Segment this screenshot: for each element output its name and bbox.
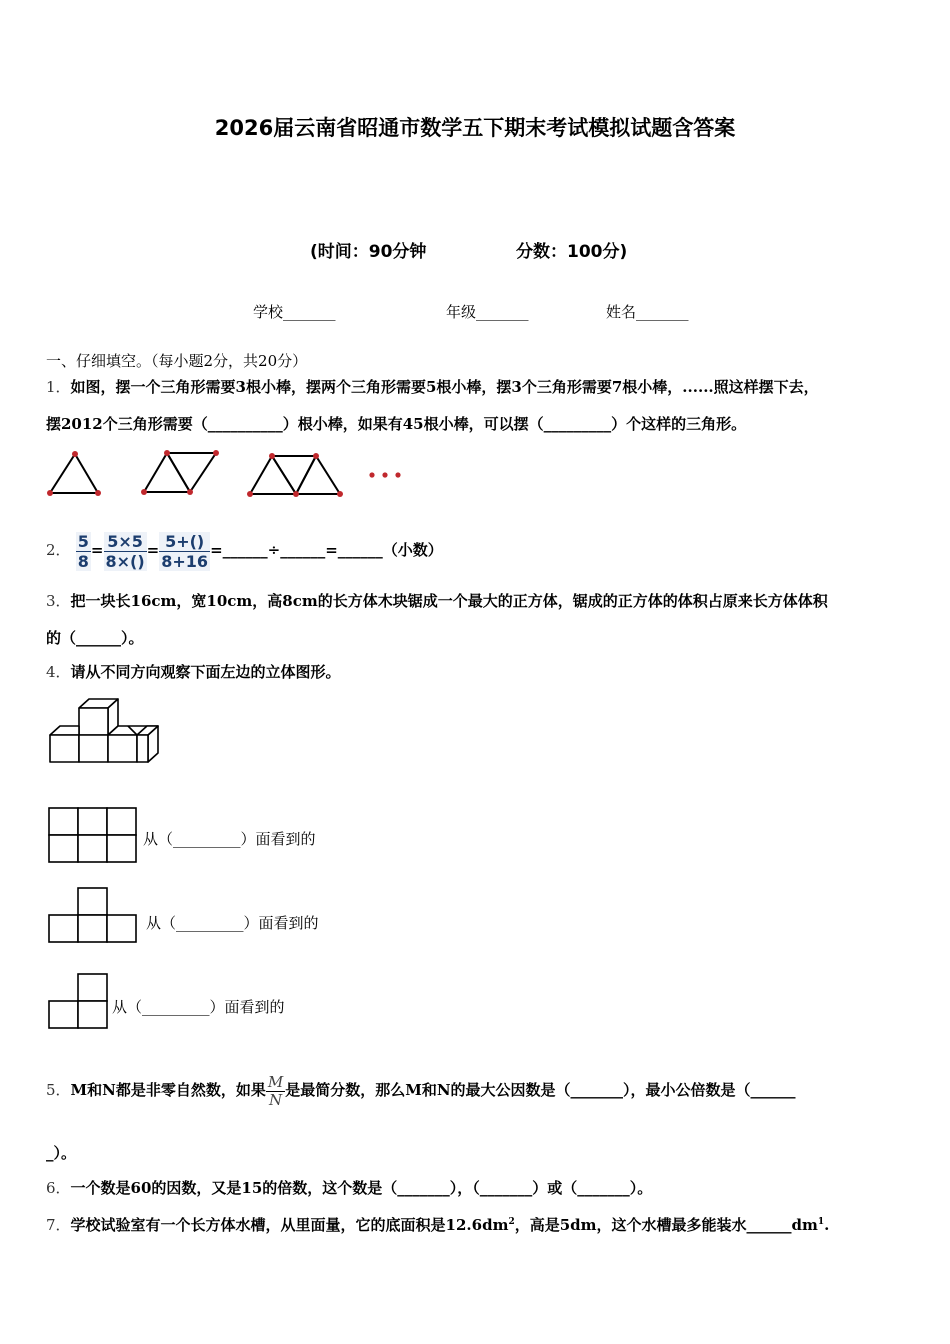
question-text: 把一块长16cm，宽10cm，高8cm的长方体木块锯成一个最大的正方体，锯成的正方体的体积占原来长方体体积 [70, 592, 828, 610]
exam-time: (时间：90分钟 [310, 242, 427, 262]
grade-field: 年级_______ [446, 303, 529, 321]
question-3 [46, 591, 828, 611]
question-4 [46, 662, 341, 682]
question-number: 3． [46, 592, 71, 610]
question-text: 请从不同方向观察下面左边的立体图形。 [70, 663, 341, 681]
fraction-m-n: $\frac{M}{N}$ [267, 1072, 284, 1109]
question-3-line-2: 的（______）。 [46, 629, 144, 647]
question-1 [46, 377, 819, 397]
question-text-2: ，高是5dm，这个水槽最多能装水______dm [514, 1216, 818, 1234]
two-triangles [144, 453, 216, 492]
question-number: 2． [46, 541, 71, 559]
question-number: 5． [46, 1081, 71, 1099]
superscript: 2 [508, 1217, 515, 1227]
fraction-5x5-8x: $\frac{5\times 5}{8\times()}$ [105, 531, 145, 571]
view-2-label: 从（_________）面看到的 [146, 914, 319, 932]
view-3-label: 从（_________）面看到的 [112, 998, 285, 1016]
question-7: 7．学校试验室有一个长方体水槽，从里面量，它的底面积是$12.6dm^2$，高是5dm，这个水槽最多能装水$\_\_\_\_\_\_dm^1$. [46, 1216, 830, 1234]
question-text-2: 是最简分数，那么M和N的最大公因数是（_______），最小公倍数是（______ [285, 1081, 796, 1099]
question-5 [46, 1058, 796, 1122]
question-5-line-2: _）。 [46, 1144, 77, 1162]
name-field: 姓名_______ [606, 303, 689, 321]
question-number: 7． [46, 1216, 71, 1234]
three-triangles [250, 456, 340, 494]
fraction-5plus-8plus16: $\frac{5+()}{8+16}$ [161, 531, 209, 571]
view-l-shape [48, 973, 110, 1029]
question-text: 学校试验室有一个长方体水槽，从里面量，它的底面积是12.6dm [70, 1216, 509, 1234]
question-2: 2． $\frac{5}{8}$ = $\frac{5\times 5}{8\times()}$ = $\frac{5+()}{8+16}$ =______÷______=______（小数） [46, 531, 443, 571]
question-number: 6． [46, 1179, 71, 1197]
question-text: =______÷______=______（小数） [210, 541, 443, 559]
page-title: 2026届云南省昭通市数学五下期末考试模拟试题含答案 [214, 116, 736, 140]
question-number: 1． [46, 378, 71, 396]
exam-score: 分数：100分) [516, 242, 628, 262]
stick-joint-dots [47, 450, 401, 497]
question-text: 如图，摆一个三角形需要3根小棒，摆两个三角形需要5根小棒，摆3个三角形需要7根小棒，......照这样摆下去， [70, 378, 819, 396]
cube-solid-figure [48, 698, 168, 768]
school-field: 学校_______ [253, 303, 336, 321]
question-text: 一个数是60的因数，又是15的倍数，这个数是（_______），（_______）或（_______）。 [70, 1179, 653, 1197]
view-grid-2x3 [48, 807, 138, 863]
question-number: 4． [46, 663, 71, 681]
fraction-5-8: $\frac{5}{8}$ [77, 531, 89, 571]
triangle-sticks-figure [40, 445, 420, 505]
question-text: M和N都是非零自然数，如果 [70, 1081, 266, 1099]
superscript: 1 [817, 1217, 825, 1227]
section-heading: 一、仔细填空。（每小题2分，共20分） [46, 352, 308, 370]
question-6 [46, 1178, 652, 1198]
view-t-shape [48, 887, 138, 943]
view-1-label: 从（_________）面看到的 [143, 830, 316, 848]
one-triangle [50, 454, 98, 493]
question-1-line-2: 摆2012个三角形需要（__________）根小棒，如果有45根小棒，可以摆（_________）个这样的三角形。 [46, 415, 747, 433]
